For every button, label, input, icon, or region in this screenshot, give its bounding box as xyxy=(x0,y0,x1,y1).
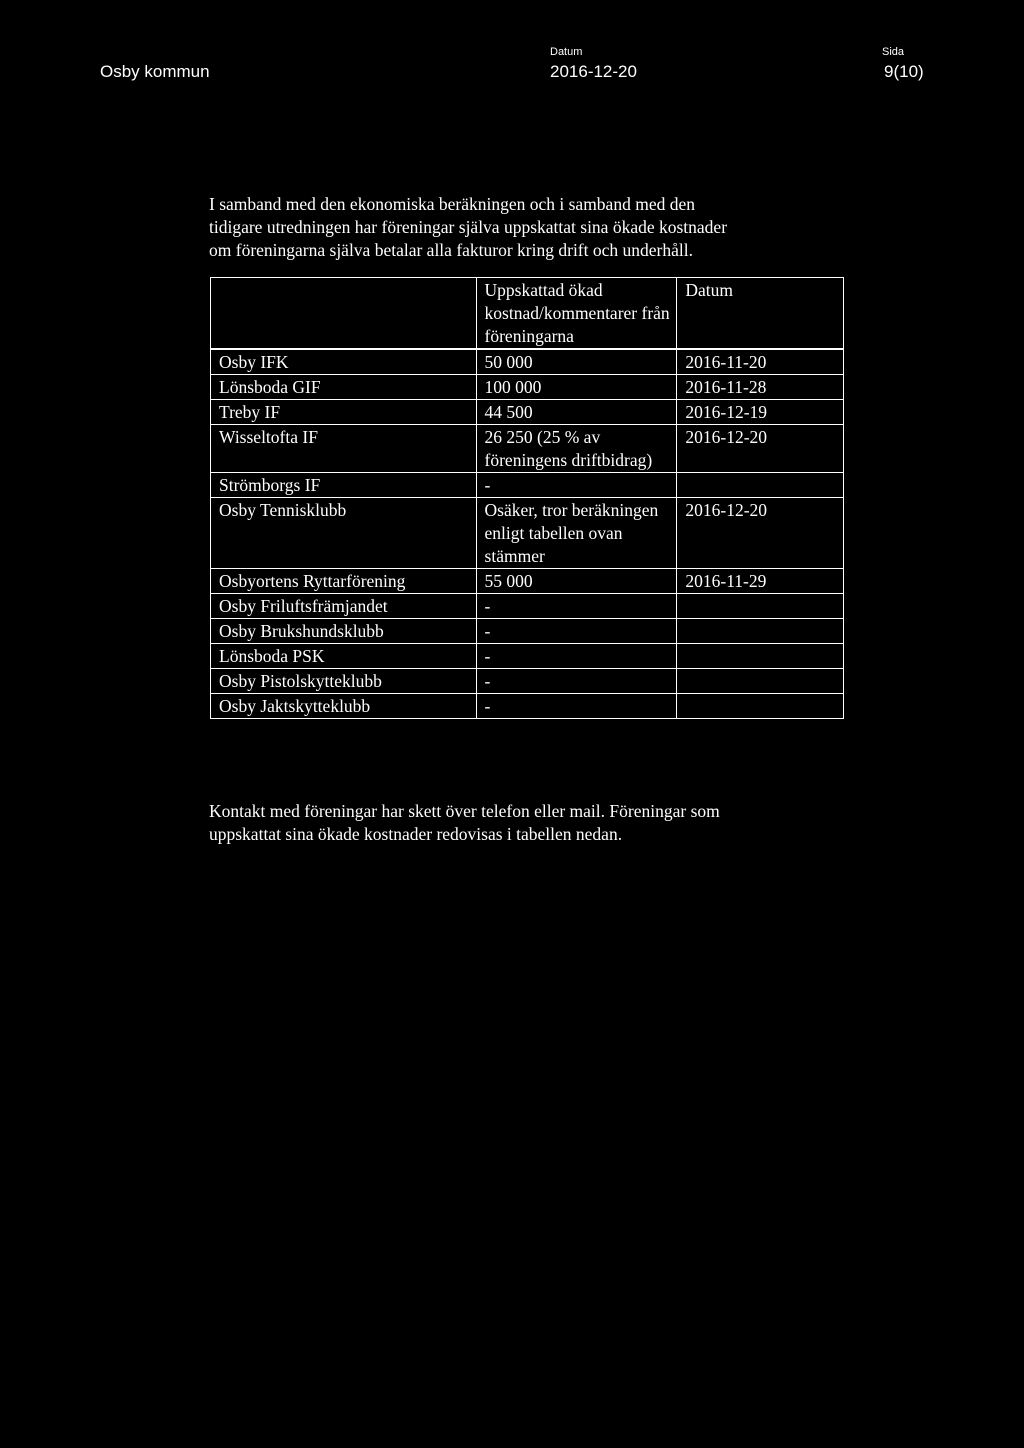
cell-date: 2016-12-20 xyxy=(677,425,844,473)
table-row xyxy=(211,619,844,644)
table-row xyxy=(211,498,844,569)
cell-date xyxy=(677,694,844,719)
cell-club: Osby Brukshundsklubb xyxy=(211,619,477,644)
cell-club: Osby Pistolskytteklubb xyxy=(211,669,477,694)
cell-date: 2016-12-20 xyxy=(677,498,844,569)
cell-club: Strömborgs IF xyxy=(211,473,477,498)
cell-date xyxy=(677,619,844,644)
organization-name: Osby kommun xyxy=(100,62,210,81)
cell-club: Osby Tennisklubb xyxy=(211,498,477,569)
table-row xyxy=(211,375,844,400)
page-number: 9(10) xyxy=(884,62,924,81)
cell-club: Osby IFK xyxy=(211,349,477,375)
table-row xyxy=(211,473,844,498)
cell-club: Osby Jaktskytteklubb xyxy=(211,694,477,719)
cell-cost: 50 000 xyxy=(476,349,677,375)
cell-club: Osbyortens Ryttarförening xyxy=(211,569,477,594)
cell-cost: - xyxy=(476,694,677,719)
table-row xyxy=(211,569,844,594)
date-label: Datum xyxy=(550,46,583,58)
table-row xyxy=(211,694,844,719)
header-cost: Uppskattad ökad kostnad/kommentarer från föreningarna xyxy=(476,278,677,350)
cell-club: Osby Friluftsfrämjandet xyxy=(211,594,477,619)
outro-line: uppskattat sina ökade kostnader redovisas i tabellen nedan. xyxy=(209,824,623,844)
cell-cost: - xyxy=(476,644,677,669)
cell-cost: 44 500 xyxy=(476,400,677,425)
cell-cost: - xyxy=(476,594,677,619)
cell-cost: 26 250 (25 % av föreningens driftbidrag) xyxy=(476,425,677,473)
cell-cost: Osäker, tror beräkningen enligt tabellen ovan stämmer xyxy=(476,498,677,569)
page-label: Sida xyxy=(882,46,905,58)
cell-club: Treby IF xyxy=(211,400,477,425)
cell-date xyxy=(677,594,844,619)
table-row xyxy=(211,425,844,473)
club-cost-table xyxy=(210,277,844,719)
intro-line: om föreningarna själva betalar alla fakturor kring drift och underhåll. xyxy=(209,240,693,260)
cell-club: Lönsboda GIF xyxy=(211,375,477,400)
outro-paragraph xyxy=(209,800,849,846)
cell-date xyxy=(677,644,844,669)
cell-date: 2016-11-28 xyxy=(677,375,844,400)
cell-date: 2016-11-20 xyxy=(677,349,844,375)
table-row xyxy=(211,594,844,619)
cell-cost: 100 000 xyxy=(476,375,677,400)
table-row xyxy=(211,669,844,694)
cell-cost: - xyxy=(476,619,677,644)
table-row xyxy=(211,349,844,375)
cell-cost: 55 000 xyxy=(476,569,677,594)
cell-date xyxy=(677,669,844,694)
intro-paragraph xyxy=(209,193,849,262)
cell-date: 2016-12-19 xyxy=(677,400,844,425)
cell-club: Lönsboda PSK xyxy=(211,644,477,669)
outro-line: Kontakt med föreningar har skett över telefon eller mail. Föreningar som xyxy=(209,801,720,821)
cell-club: Wisseltofta IF xyxy=(211,425,477,473)
cell-cost: - xyxy=(476,669,677,694)
intro-line: I samband med den ekonomiska beräkningen och i samband med den xyxy=(209,194,695,214)
table-row xyxy=(211,400,844,425)
table-row xyxy=(211,644,844,669)
table-body xyxy=(211,349,844,719)
header-date: Datum xyxy=(677,278,844,350)
cell-date xyxy=(677,473,844,498)
cell-cost: - xyxy=(476,473,677,498)
table-header-row xyxy=(211,278,844,350)
cell-date: 2016-11-29 xyxy=(677,569,844,594)
header-club xyxy=(211,278,477,350)
document-date: 2016-12-20 xyxy=(550,62,637,81)
intro-line: tidigare utredningen har föreningar själva uppskattat sina ökade kostnader xyxy=(209,217,728,237)
